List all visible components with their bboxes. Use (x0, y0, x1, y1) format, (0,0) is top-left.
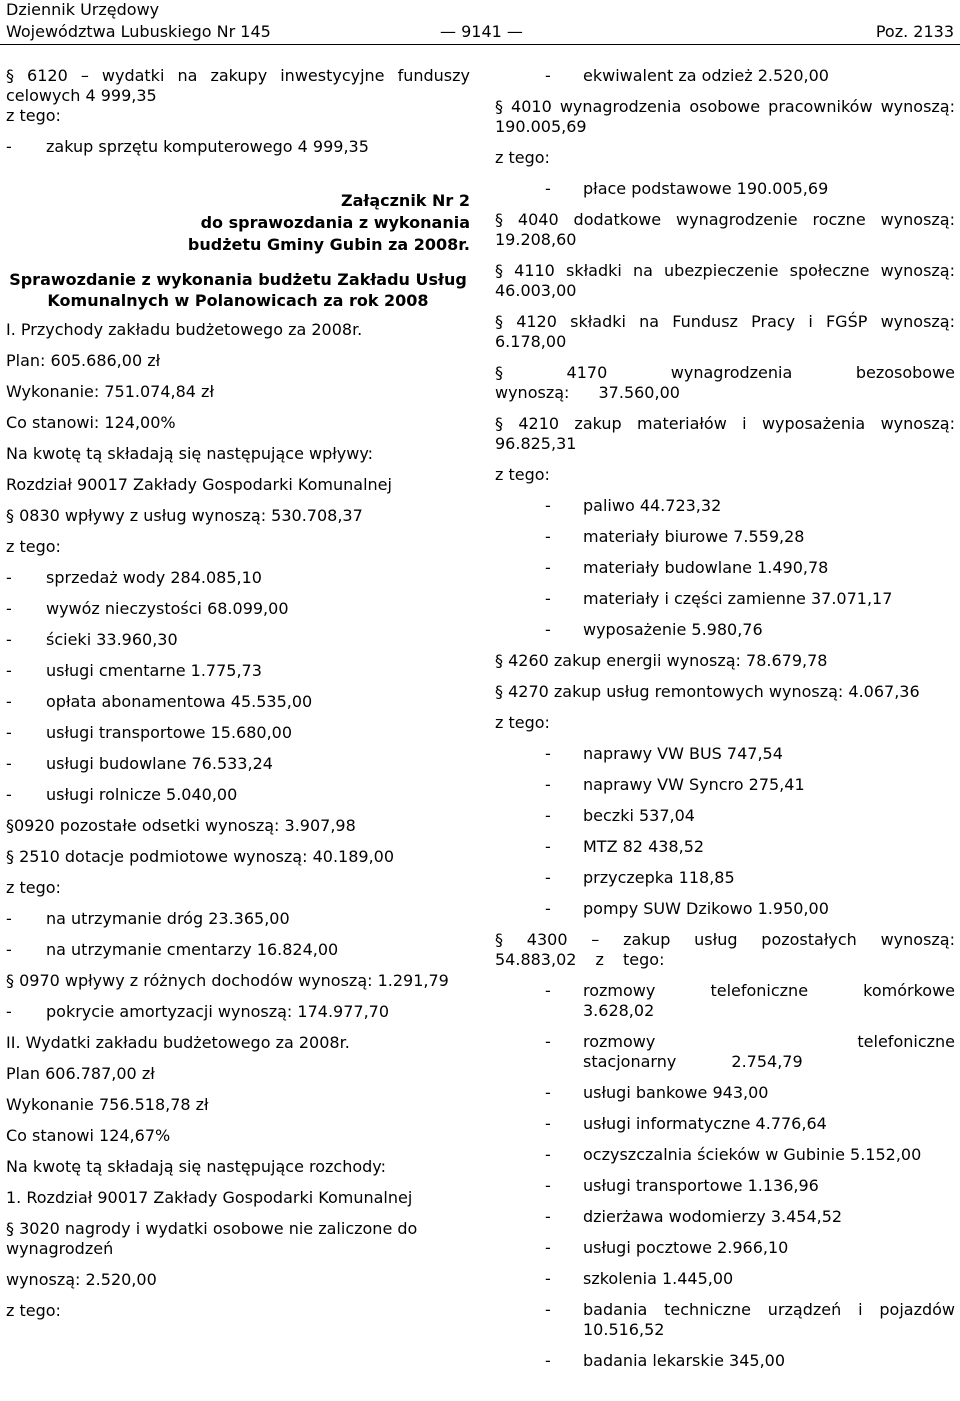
left-column (6, 66, 470, 1321)
appendix-label: do sprawozdania z wykonania (200, 213, 470, 232)
plan-value: Plan: 605.686,00 zł (6, 351, 161, 370)
list-item: - na utrzymanie dróg 23.365,00 (6, 909, 470, 929)
list-item: - usługi informatyczne 4.776,64 (495, 1114, 955, 1134)
z-tego-label: z tego: (495, 713, 550, 732)
section-heading: II. Wydatki zakładu budżetowego za 2008r. (6, 1033, 350, 1052)
section-4210: § 4210 zakup materiałów i wyposażenia wynoszą: 96.825,31 (495, 414, 955, 453)
journal-title: Dziennik Urzędowy (6, 0, 160, 19)
list-item: - dzierżawa wodomierzy 3.454,52 (495, 1207, 955, 1227)
list-item: - szkolenia 1.445,00 (495, 1269, 955, 1289)
section-4270: § 4270 zakup usług remontowych wynoszą: 4.067,36 (495, 682, 920, 701)
section-4260: § 4260 zakup energii wynoszą: 78.679,78 (495, 651, 828, 670)
section-4040: § 4040 dodatkowe wynagrodzenie roczne wynoszą: 19.208,60 (495, 210, 955, 249)
section-heading: I. Przychody zakładu budżetowego za 2008r. (6, 320, 363, 339)
position-number: Poz. 2133 (875, 22, 954, 41)
right-column (495, 66, 955, 1371)
execution-value: Wykonanie 756.518,78 zł (6, 1095, 209, 1114)
list-item: - usługi bankowe 943,00 (495, 1083, 955, 1103)
report-title: Sprawozdanie z wykonania budżetu Zakładu Usług (9, 270, 467, 289)
list-item: - usługi cmentarne 1.775,73 (6, 661, 470, 681)
journal-subtitle: Województwa Lubuskiego Nr 145 (6, 22, 271, 41)
percentage-value: Co stanowi: 124,00% (6, 413, 176, 432)
list-item: - wywóz nieczystości 68.099,00 (6, 599, 470, 619)
page-header (0, 0, 960, 45)
list-item: - na utrzymanie cmentarzy 16.824,00 (6, 940, 470, 960)
section-4170: § 4170 wynagrodzenia bezosobowe wynoszą: 37.560,00 (495, 363, 955, 402)
list-item: - materiały budowlane 1.490,78 (495, 558, 955, 578)
percentage-value: Co stanowi 124,67% (6, 1126, 171, 1145)
list-item: - beczki 537,04 (495, 806, 955, 826)
list-item: - usługi budowlane 76.533,24 (6, 754, 470, 774)
list-item: - usługi rolnicze 5.040,00 (6, 785, 470, 805)
intro-text: Na kwotę tą składają się następujące wpływy: (6, 444, 374, 463)
section-2510: § 2510 dotacje podmiotowe wynoszą: 40.189,00 (6, 847, 395, 866)
list-item: - pokrycie amortyzacji wynoszą: 174.977,70 (6, 1002, 470, 1022)
list-item: - usługi transportowe 15.680,00 (6, 723, 470, 743)
plan-value: Plan 606.787,00 zł (6, 1064, 155, 1083)
z-tego-label: z tego: (495, 465, 550, 484)
section-4010: § 4010 wynagrodzenia osobowe pracowników wynoszą: 190.005,69 (495, 97, 955, 136)
section-4110: § 4110 składki na ubezpieczenie społeczne wynoszą: 46.003,00 (495, 261, 955, 300)
section-0920: §0920 pozostałe odsetki wynoszą: 3.907,98 (6, 816, 356, 835)
list-item: - rozmowy telefoniczne stacjonarny 2.754,79 (495, 1032, 955, 1072)
list-item: - oczyszczalnia ścieków w Gubinie 5.152,00 (495, 1145, 955, 1165)
list-item: - ekwiwalent za odzież 2.520,00 (495, 66, 955, 86)
income-list (6, 568, 470, 805)
list-item: - materiały biurowe 7.559,28 (495, 527, 955, 547)
list-item: - wyposażenie 5.980,76 (495, 620, 955, 640)
z-tego-label: z tego: (6, 878, 61, 897)
list-item: - badania techniczne urządzeń i pojazdów 10.516,52 (495, 1300, 955, 1340)
list-item: - naprawy VW BUS 747,54 (495, 744, 955, 764)
appendix-label: budżetu Gminy Gubin za 2008r. (187, 235, 470, 254)
execution-value: Wykonanie: 751.074,84 zł (6, 382, 214, 401)
page-number: — 9141 — (440, 22, 523, 41)
section-4300: § 4300 – zakup usług pozostałych wynoszą: 54.883,02 z tego: (495, 930, 955, 969)
z-tego-label: z tego: (6, 537, 61, 556)
appendix-label: Załącznik Nr 2 (341, 191, 470, 210)
list-item: - naprawy VW Syncro 275,41 (495, 775, 955, 795)
intro-text: Na kwotę tą składają się następujące rozchody: (6, 1157, 386, 1176)
list-item: - pompy SUW Dzikowo 1.950,00 (495, 899, 955, 919)
section-4120: § 4120 składki na Fundusz Pracy i FGŚP wynoszą: 6.178,00 (495, 312, 955, 351)
list-item: - paliwo 44.723,32 (495, 496, 955, 516)
z-tego-label: z tego: (495, 148, 550, 167)
report-title: Komunalnych w Polanowicach za rok 2008 (47, 291, 429, 310)
list-item: - opłata abonamentowa 45.535,00 (6, 692, 470, 712)
section-6120: § 6120 – wydatki na zakupy inwestycyjne funduszy celowych 4 999,35 (6, 66, 470, 105)
list-item: - usługi transportowe 1.136,96 (495, 1176, 955, 1196)
list-item: - sprzedaż wody 284.085,10 (6, 568, 470, 588)
z-tego-label: z tego: (6, 106, 61, 125)
list-item: - materiały i części zamienne 37.071,17 (495, 589, 955, 609)
z-tego-label: z tego: (6, 1301, 61, 1320)
chapter-heading: Rozdział 90017 Zakłady Gospodarki Komunalnej (6, 475, 392, 494)
list-item: - badania lekarskie 345,00 (495, 1351, 955, 1371)
list-item: - ścieki 33.960,30 (6, 630, 470, 650)
section-0970: § 0970 wpływy z różnych dochodów wynoszą: 1.291,79 (6, 971, 449, 990)
chapter-heading: 1. Rozdział 90017 Zakłady Gospodarki Komunalnej (6, 1188, 413, 1207)
list-item: - płace podstawowe 190.005,69 (495, 179, 955, 199)
amount-value: wynoszą: 2.520,00 (6, 1270, 157, 1289)
section-3020: § 3020 nagrody i wydatki osobowe nie zaliczone do wynagrodzeń (6, 1219, 418, 1258)
list-item: - zakup sprzętu komputerowego 4 999,35 (6, 137, 470, 157)
list-item: - przyczepka 118,85 (495, 868, 955, 888)
section-0830: § 0830 wpływy z usług wynoszą: 530.708,37 (6, 506, 363, 525)
list-item: - usługi pocztowe 2.966,10 (495, 1238, 955, 1258)
list-item: - rozmowy telefoniczne komórkowe 3.628,02 (495, 981, 955, 1021)
list-item: - MTZ 82 438,52 (495, 837, 955, 857)
